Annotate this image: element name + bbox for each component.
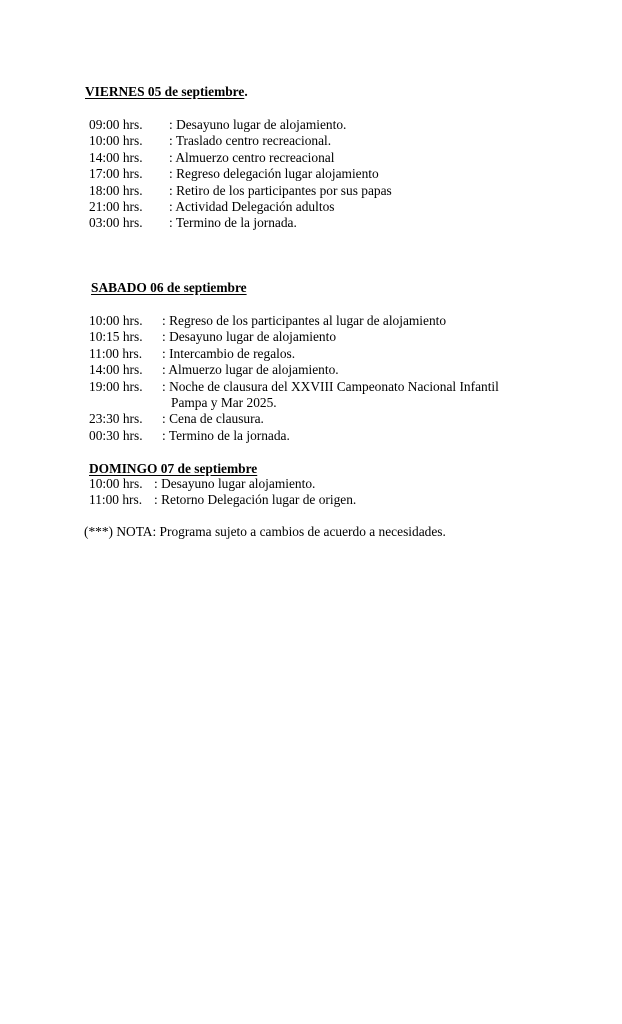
schedule-row — [89, 183, 392, 199]
schedule-row — [89, 313, 549, 329]
time-label: 10:00 hrs. — [89, 133, 143, 149]
activity-label: : Intercambio de regalos. — [162, 345, 296, 361]
time-label: 21:00 hrs. — [89, 199, 143, 215]
schedule-row — [89, 411, 549, 427]
note-text: (***) NOTA: Programa sujeto a cambios de acuerdo a necesidades. — [84, 524, 446, 539]
viernes-heading: VIERNES 05 de septiembre. — [85, 84, 248, 99]
activity-line: : Noche de clausura del XXVIII Campeonato Nacional Infantil — [162, 378, 499, 394]
activity-line-continued: Pampa y Mar 2025. — [171, 395, 277, 411]
time-label: 17:00 hrs. — [89, 166, 143, 182]
time-label: 11:00 hrs. — [89, 492, 143, 508]
time-label: 18:00 hrs. — [89, 182, 143, 198]
time-label: 09:00 hrs. — [89, 117, 143, 132]
activity-label: : Desayuno lugar de alojamiento — [162, 329, 337, 345]
sabado-schedule — [89, 313, 549, 444]
schedule-row — [89, 199, 392, 215]
activity-label: : Retorno Delegación lugar de origen. — [154, 492, 357, 508]
activity-label: : Cena de clausura. — [162, 411, 264, 427]
schedule-row — [89, 379, 549, 412]
schedule-row — [89, 346, 549, 362]
time-label: 03:00 hrs. — [89, 215, 143, 231]
schedule-row — [89, 166, 392, 182]
domingo-schedule — [89, 476, 356, 509]
time-label: 14:00 hrs. — [89, 149, 143, 165]
schedule-row — [89, 492, 356, 508]
schedule-row — [89, 362, 549, 378]
activity-label: : Actividad Delegación adultos — [169, 199, 335, 215]
activity-label: : Regreso delegación lugar alojamiento — [169, 166, 379, 182]
time-label: 10:00 hrs. — [89, 313, 143, 328]
activity-label: : Almuerzo lugar de alojamiento. — [162, 362, 339, 378]
schedule-row — [89, 428, 549, 444]
activity-label: : Almuerzo centro recreacional — [169, 149, 335, 165]
activity-label: : Termino de la jornada. — [162, 427, 290, 443]
time-label: 11:00 hrs. — [89, 345, 143, 361]
domingo-heading: DOMINGO 07 de septiembre — [89, 461, 258, 476]
activity-label: : Regreso de los participantes al lugar de alojamiento — [162, 313, 447, 328]
schedule-row — [89, 215, 392, 231]
time-label: 23:30 hrs. — [89, 411, 143, 427]
activity-label: : Retiro de los participantes por sus papas — [169, 182, 392, 198]
schedule-row — [89, 329, 549, 345]
time-label: 14:00 hrs. — [89, 362, 143, 378]
schedule-row — [89, 476, 356, 492]
time-label: 00:30 hrs. — [89, 427, 143, 443]
time-label: 10:00 hrs. — [89, 476, 143, 491]
schedule-row — [89, 117, 392, 133]
viernes-schedule — [89, 117, 392, 232]
activity-label: : Desayuno lugar de alojamiento. — [169, 117, 347, 132]
schedule-row — [89, 150, 392, 166]
activity-label: : Traslado centro recreacional. — [169, 133, 332, 149]
activity-label: : Termino de la jornada. — [169, 215, 297, 231]
time-label: 10:15 hrs. — [89, 329, 143, 345]
sabado-heading: SABADO 06 de septiembre — [91, 280, 247, 295]
activity-label — [162, 379, 499, 412]
time-label: 19:00 hrs. — [89, 378, 143, 394]
activity-label: : Desayuno lugar alojamiento. — [154, 476, 316, 491]
schedule-row — [89, 133, 392, 149]
